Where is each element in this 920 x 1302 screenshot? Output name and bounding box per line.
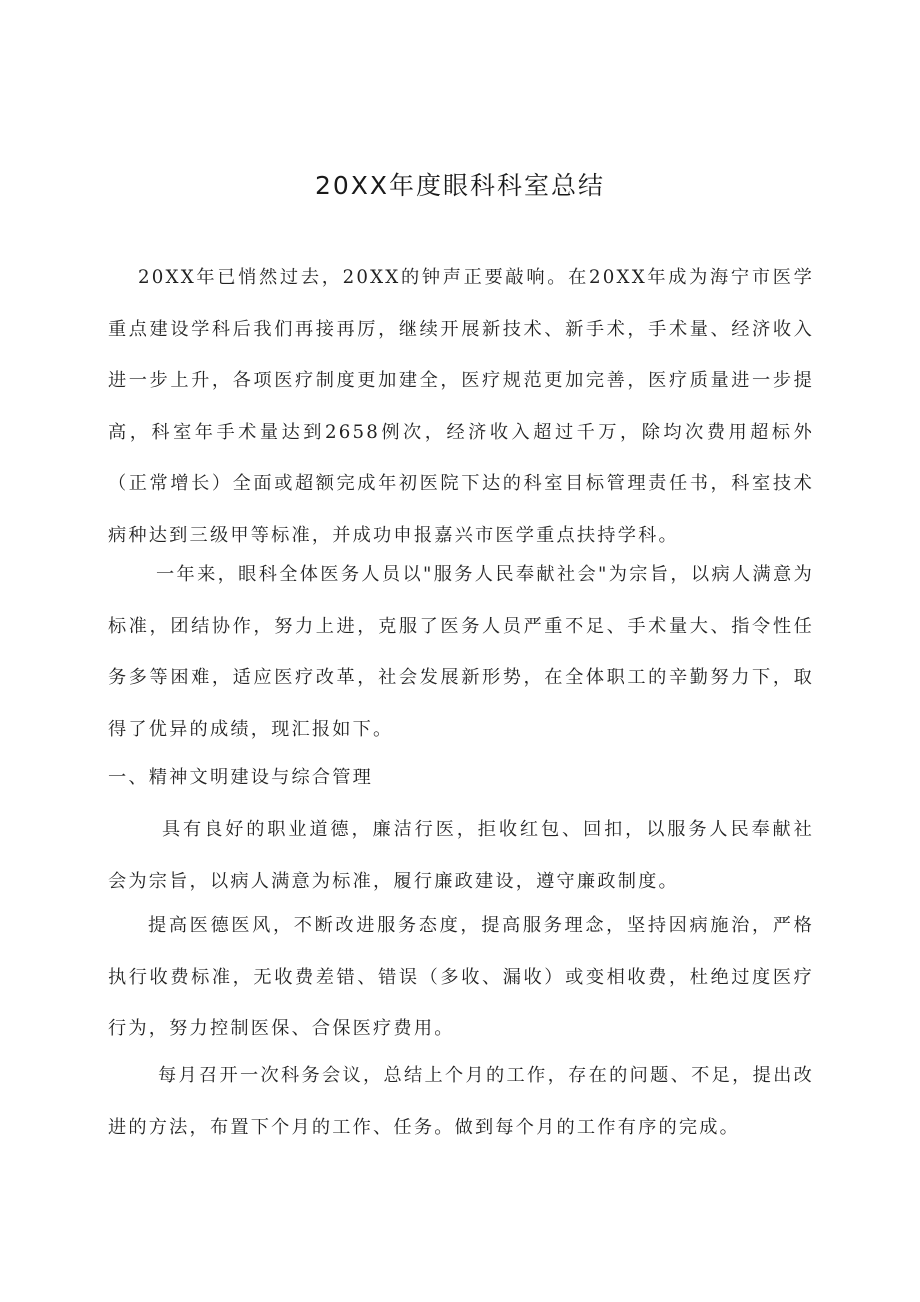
medical-ethics-paragraph: 提高医德医风，不断改进服务态度，提高服务理念，坚持因病施治，严格执行收费标准，无收费差错、错误（多收、漏收）或变相收费，杜绝过度医疗行为，努力控制医保、合保医疗费用。 xyxy=(108,915,814,1039)
intro-paragraph: 20XX年已悄然过去，20XX的钟声正要敲响。在20XX年成为海宁市医学重点建设学科后我们再接再厉，继续开展新技术、新手术，手术量、经济收入进一步上升，各项医疗制度更加建全，医疗规范更加完善，医疗质量进一步提高，科室年手术量达到2658例次，经济收入超过千万，除均次费用超标外（正常增长）全面或超额完成年初医院下达的科室目标管理责任书，科室技术病种达到三级甲等标准，并成功申报嘉兴市医学重点扶持学科。 xyxy=(108,267,814,546)
document-title: 20XX年度眼科科室总结 xyxy=(314,171,606,200)
section-heading: 一、精神文明建设与综合管理 xyxy=(108,767,374,788)
overview-paragraph: 一年来，眼科全体医务人员以"服务人民奉献社会"为宗旨，以病人满意为标准，团结协作，努力上进，克服了医务人员严重不足、手术量大、指令性任务多等困难，适应医疗改革，社会发展新形势，在全体职工的辛勤努力下，取得了优异的成绩，现汇报如下。 xyxy=(108,564,814,740)
monthly-meeting-paragraph: 每月召开一次科务会议，总结上个月的工作，存在的问题、不足，提出改进的方法，布置下个月的工作、任务。做到每个月的工作有序的完成。 xyxy=(108,1065,814,1138)
ethics-paragraph: 具有良好的职业道德，廉洁行医，拒收红包、回扣，以服务人民奉献社会为宗旨，以病人满意为标准，履行廉政建设，遵守廉政制度。 xyxy=(108,819,814,892)
